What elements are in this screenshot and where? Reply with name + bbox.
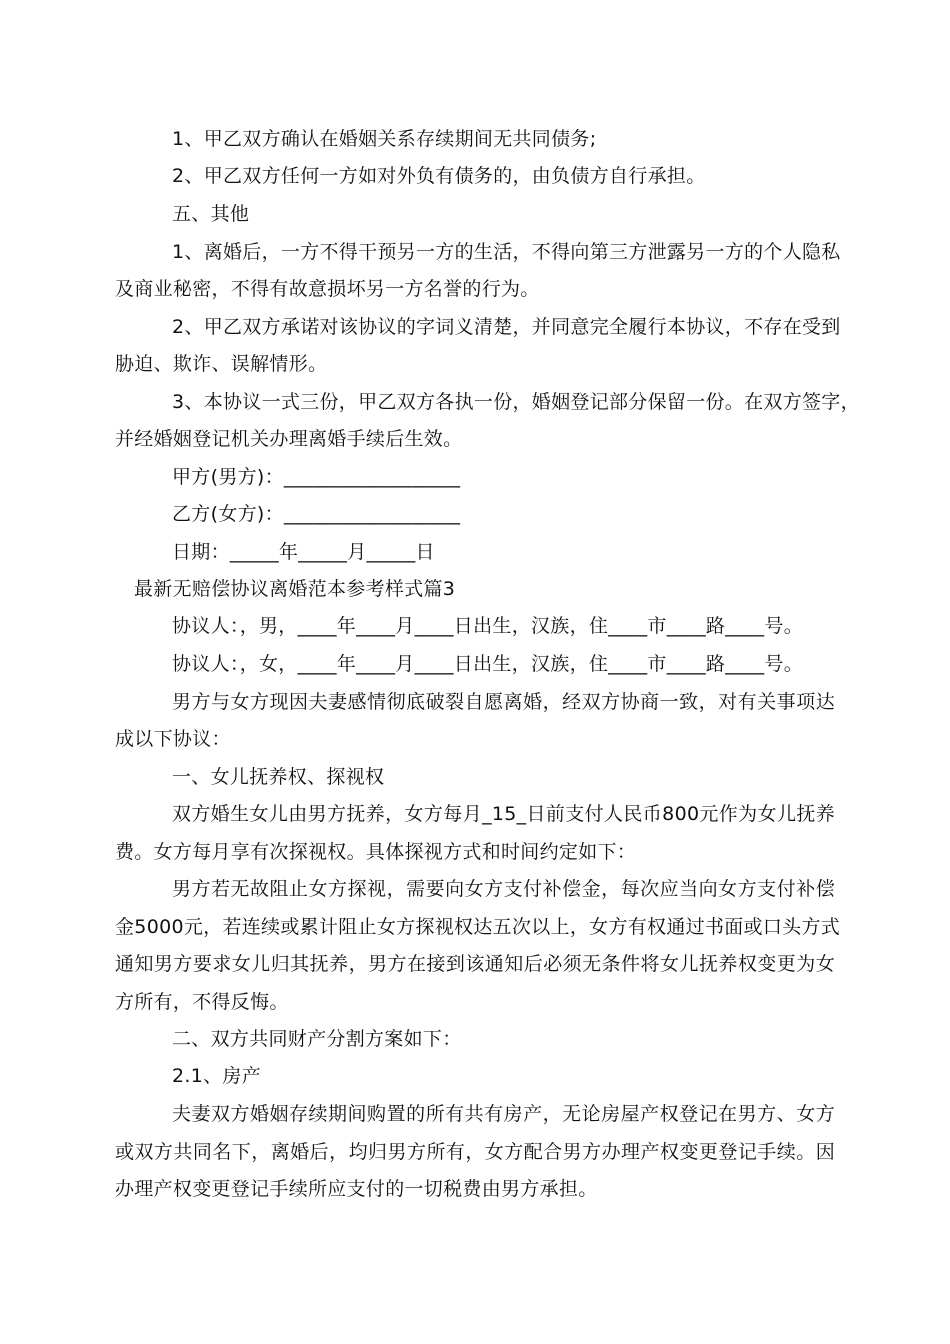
text-line: 2、甲乙双方任何一方如对外负有债务的，由负债方自行承担。 [172,165,706,187]
text-line: 及商业秘密，不得有故意损坏另一方名誉的行为。 [115,278,540,300]
party-line: 协议人：，男，____年____月____日出生，汉族，住____市____路____号。 [172,615,804,637]
signature-line-party-b: 乙方(女方)：__________________ [172,503,461,525]
text-line: 方所有，不得反悔。 [115,991,289,1013]
section-heading: 五、其他 [172,203,250,225]
subsection-heading: 2.1、房产 [172,1065,262,1087]
text-line: 3、本协议一式三份，甲乙双方各执一份，婚姻登记部分保留一份。在双方签字， [172,391,860,413]
section-heading: 一、女儿抚养权、探视权 [172,766,385,788]
date-line: 日期：_____年_____月_____日 [172,541,435,563]
text-line: 1、离婚后，一方不得干预另一方的生活，不得向第三方泄露另一方的个人隐私 [172,241,841,263]
text-line: 成以下协议： [115,728,231,750]
party-line: 协议人：，女，____年____月____日出生，汉族，住____市____路____号。 [172,653,804,675]
text-line: 金5000元，若连续或累计阻止女方探视权达五次以上，女方有权通过书面或口头方式 [115,916,841,938]
text-line: 胁迫、欺诈、误解情形。 [115,353,328,375]
text-line: 通知男方要求女儿归其抚养，男方在接到该通知后必须无条件将女儿抚养权变更为女 [115,953,835,975]
text-line: 并经婚姻登记机关办理离婚手续后生效。 [115,428,463,450]
text-line: 双方婚生女儿由男方抚养，女方每月_15_日前支付人民币800元作为女儿抚养 [172,803,835,825]
section-heading: 二、双方共同财产分割方案如下： [172,1028,462,1050]
text-line: 或双方共同名下，离婚后，均归男方所有，女方配合男方办理产权变更登记手续。因 [115,1141,835,1163]
text-line: 1、甲乙双方确认在婚姻关系存续期间无共同债务; [172,128,597,150]
text-line: 2、甲乙双方承诺对该协议的字词义清楚，并同意完全履行本协议，不存在受到 [172,316,841,338]
text-line: 办理产权变更登记手续所应支付的一切税费由男方承担。 [115,1178,598,1200]
text-line: 男方与女方现因夫妻感情彻底破裂自愿离婚，经双方协商一致，对有关事项达 [172,691,835,713]
document-title: 最新无赔偿协议离婚范本参考样式篇3 [134,578,456,600]
text-line: 费。女方每月享有次探视权。具体探视方式和时间约定如下： [115,841,637,863]
text-line: 夫妻双方婚姻存续期间购置的所有共有房产，无论房屋产权登记在男方、女方 [172,1103,835,1125]
signature-line-party-a: 甲方(男方)：__________________ [172,466,461,488]
text-line: 男方若无故阻止女方探视，需要向女方支付补偿金，每次应当向女方支付补偿 [172,878,835,900]
